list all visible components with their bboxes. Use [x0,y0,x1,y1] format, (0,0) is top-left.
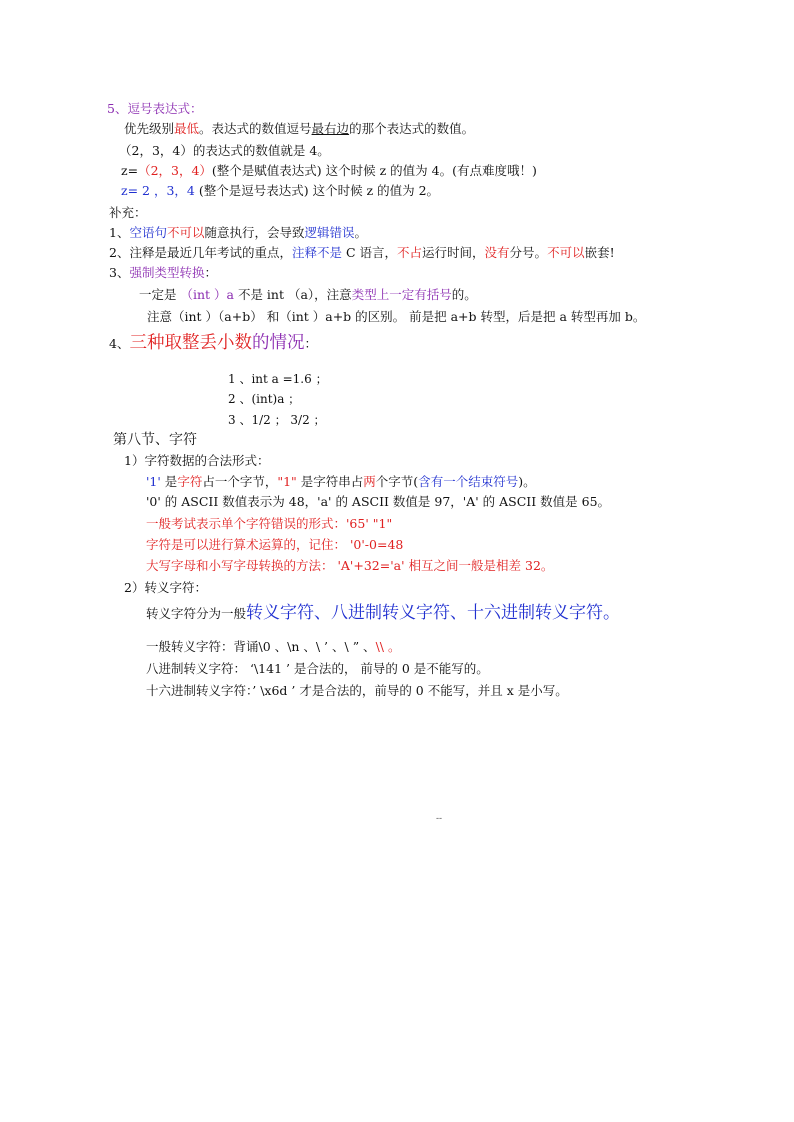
example-line-2: z=（2，3，4）(整个是赋值表达式) 这个时候 z 的值为 4。(有点难度哦！) [121,163,537,178]
hex-escape-line: 十六进制转义字符：’ \x6d ’ 才是合法的，前导的 0 不能写，并且 x 是小写。 [146,683,568,698]
escape-types-line: 转义字符分为一般转义字符、八进制转义字符、十六进制转义字符。 [146,603,621,623]
octal-escape-line: 八进制转义字符： ‘\141 ’ 是合法的， 前导的 0 是不能写的。 [146,661,489,676]
general-escape-line: 一般转义字符：背诵\0 、\n 、\ ’ 、\ ” 、\\ 。 [146,639,401,654]
example-line-1: （2，3，4）的表达式的数值就是 4。 [119,143,330,158]
supplement-item-1: 1、空语句不可以随意执行，会导致逻辑错误。 [109,225,368,240]
supplement-item-4: 4、三种取整丢小数的情况： [109,333,317,353]
escape-chars-heading: 2）转义字符： [124,580,207,595]
case-conversion-line: 大写字母和小写字母转换的方法： 'A'+32='a' 相互之间一般是相差 32。 [146,558,554,573]
supplement-item-2: 2、注释是最近几年考试的重点，注释不是 C 语言，不占运行时间，没有分号。不可以嵌套! [109,245,615,260]
truncation-case-2: 2 、(int)a ； [228,392,301,406]
chapter8-title: 第八节、字符 [113,432,197,448]
char-arithmetic-line: 字符是可以进行算术运算的，记住： '0'-0=48 [146,537,404,552]
section5-title: 5、逗号表达式： [107,101,203,116]
truncation-case-1: 1 、int a =1.6 ； [228,372,328,386]
page-footer-mark: -- [436,814,443,824]
wrong-char-forms-line: 一般考试表示单个字符错误的形式：'65' "1" [146,516,393,531]
char-legal-forms-heading: 1）字符数据的合法形式： [124,453,270,468]
supplement-item-3: 3、强制类型转换： [109,265,217,280]
example-line-3: z= 2 ，3，4 (整个是逗号表达式) 这个时候 z 的值为 2。 [121,183,440,198]
ascii-values-line: '0' 的 ASCII 数值表示为 48，'a' 的 ASCII 数值是 97，'A' 的 ASCII 数值是 65。 [146,494,611,509]
truncation-case-3: 3 、1/2 ； 3/2 ； [228,413,326,427]
cast-note-line: 注意（int ）（a+b） 和（int ）a+b 的区别。 前是把 a+b 转型，后是把 a 转型再加 b。 [147,309,646,324]
supplement-title: 补充： [109,205,147,220]
char-vs-string-line: '1' 是字符占一个字节，"1" 是字符串占两个字节(含有一个结束符号)。 [146,474,536,489]
priority-line: 优先级别最低。表达式的数值逗号最右边的那个表达式的数值。 [124,121,475,136]
cast-rule-line: 一定是 （int ）a 不是 int （a），注意类型上一定有括号的。 [139,287,477,302]
